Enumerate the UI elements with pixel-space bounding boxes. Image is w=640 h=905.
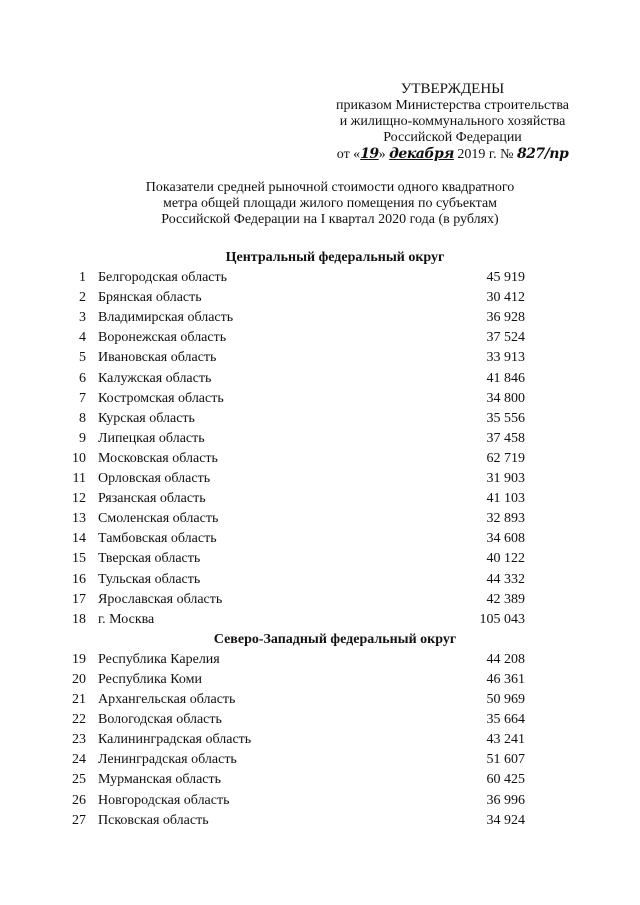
region-name: Тульская область [98, 571, 201, 587]
table-row [60, 268, 525, 288]
table-row [60, 429, 525, 449]
region-name: Калининградская область [98, 732, 252, 748]
row-number: 2 [79, 290, 86, 306]
price-value: 32 893 [486, 511, 525, 527]
region-name: Брянская область [98, 290, 202, 306]
row-number: 18 [72, 611, 86, 627]
price-value: 34 924 [486, 812, 525, 828]
document-title [95, 180, 565, 228]
price-value: 36 928 [486, 310, 525, 326]
region-name: Ленинградская область [98, 752, 237, 768]
region-name: Вологодская область [98, 712, 222, 728]
region-name: Калужская область [98, 370, 212, 386]
table-row [60, 610, 525, 630]
table-row [60, 369, 525, 389]
row-number: 10 [72, 450, 86, 466]
row-number: 1 [79, 270, 86, 285]
price-value: 105 043 [479, 611, 525, 627]
region-name: Ярославская область [98, 591, 223, 607]
row-number: 21 [72, 692, 86, 707]
table-row [60, 750, 525, 770]
price-value: 36 996 [486, 792, 525, 808]
region-name: Архангельская область [98, 692, 236, 707]
price-value: 41 103 [486, 491, 525, 507]
row-number: 16 [72, 571, 86, 587]
row-number: 14 [72, 531, 86, 547]
table-row [60, 348, 525, 368]
row-number: 17 [72, 591, 86, 607]
date-mid: » [378, 147, 390, 162]
region-name: Тверская область [98, 551, 201, 567]
region-name: Воронежская область [98, 330, 227, 346]
region-name: Рязанская область [98, 491, 206, 507]
price-value: 34 800 [486, 390, 525, 406]
region-name: Московская область [98, 450, 218, 466]
row-number: 24 [72, 752, 86, 768]
table-row [60, 328, 525, 348]
section-heading: Северо-Западный федеральный округ [213, 631, 457, 647]
price-value: 30 412 [486, 290, 525, 306]
row-number: 19 [72, 651, 86, 667]
row-number: 20 [72, 671, 86, 687]
row-number: 27 [72, 812, 86, 828]
table-row [60, 288, 525, 308]
price-value: 60 425 [486, 772, 525, 788]
table-row [60, 590, 525, 610]
approval-heading: УТВЕРЖДЕНЫ [400, 81, 505, 97]
table-row [60, 670, 525, 690]
price-value: 43 241 [486, 732, 525, 748]
table-row [60, 409, 525, 429]
table-row [60, 308, 525, 328]
order-number-handwritten: 827/пр [516, 146, 569, 162]
row-number: 25 [72, 772, 86, 788]
region-name: Тамбовская область [98, 531, 217, 547]
price-value: 35 556 [486, 410, 525, 426]
title-line-1: Показатели средней рыночной стоимости одного квадратного [145, 180, 515, 195]
table-row [60, 549, 525, 569]
price-value: 33 913 [486, 350, 525, 366]
approval-block [300, 80, 605, 163]
price-value: 31 903 [486, 471, 525, 486]
price-value: 42 389 [486, 591, 525, 607]
approval-date-line [300, 146, 605, 163]
price-value: 34 608 [486, 531, 525, 547]
approval-line-1: приказом Министерства строительства [336, 98, 569, 113]
table-row [60, 570, 525, 590]
row-number: 13 [72, 511, 86, 527]
table-row [60, 469, 525, 489]
region-name: Костромская область [98, 390, 224, 406]
approval-line-3: Российской Федерации [383, 130, 522, 145]
price-value: 62 719 [486, 450, 525, 466]
price-value: 37 458 [486, 430, 525, 446]
row-number: 23 [72, 732, 86, 748]
date-prefix: от « [336, 147, 361, 162]
table-row [60, 791, 525, 811]
table-row [60, 449, 525, 469]
row-number: 7 [79, 390, 86, 406]
row-number: 9 [79, 430, 86, 446]
table-row [60, 770, 525, 790]
table-row [60, 730, 525, 750]
table-row [60, 529, 525, 549]
region-name: Ивановская область [98, 350, 217, 366]
table-row [60, 710, 525, 730]
price-value: 44 332 [486, 571, 525, 587]
table-row [60, 650, 525, 670]
table-row [60, 811, 525, 831]
region-name: Орловская область [98, 471, 211, 486]
table-row [60, 509, 525, 529]
date-year: 2019 г. № [453, 147, 514, 162]
price-value: 35 664 [486, 712, 525, 728]
price-value: 44 208 [486, 651, 525, 667]
row-number: 8 [79, 410, 86, 426]
region-name: Республика Карелия [98, 651, 220, 667]
table-row [60, 389, 525, 409]
region-name: Липецкая область [98, 430, 205, 446]
region-name: Мурманская область [98, 772, 222, 788]
price-value: 51 607 [486, 752, 525, 768]
price-value: 45 919 [486, 270, 525, 285]
date-day-handwritten: 19 [360, 146, 379, 162]
row-number: 6 [79, 370, 86, 386]
approval-line-2: и жилищно-коммунального хозяйства [339, 114, 566, 129]
price-value: 46 361 [486, 671, 525, 687]
date-month-handwritten: декабря [389, 146, 454, 162]
row-number: 3 [79, 310, 86, 326]
region-name: Смоленская область [98, 511, 219, 527]
region-name: г. Москва [98, 611, 155, 627]
table-row [60, 489, 525, 509]
price-value: 50 969 [486, 692, 525, 707]
title-line-2: метра общей площади жилого помещения по субъектам [162, 196, 498, 211]
region-name: Новгородская область [98, 792, 230, 808]
row-number: 4 [79, 330, 86, 346]
region-name: Курская область [98, 410, 195, 426]
price-value: 41 846 [486, 370, 525, 386]
section-heading: Центральный федеральный округ [225, 250, 445, 265]
title-line-3: Российской Федерации на I квартал 2020 года (в рублях) [161, 212, 499, 227]
row-number: 15 [72, 551, 86, 567]
row-number: 5 [79, 350, 86, 366]
price-value: 37 524 [486, 330, 525, 346]
price-value: 40 122 [486, 551, 525, 567]
region-name: Владимирская область [98, 310, 234, 326]
region-name: Республика Коми [98, 671, 202, 687]
row-number: 12 [72, 491, 86, 507]
row-number: 22 [72, 712, 86, 728]
region-name: Белгородская область [98, 270, 228, 285]
row-number: 26 [72, 792, 86, 808]
table-row [60, 690, 525, 710]
row-number: 11 [72, 471, 86, 486]
region-name: Псковская область [98, 812, 209, 828]
